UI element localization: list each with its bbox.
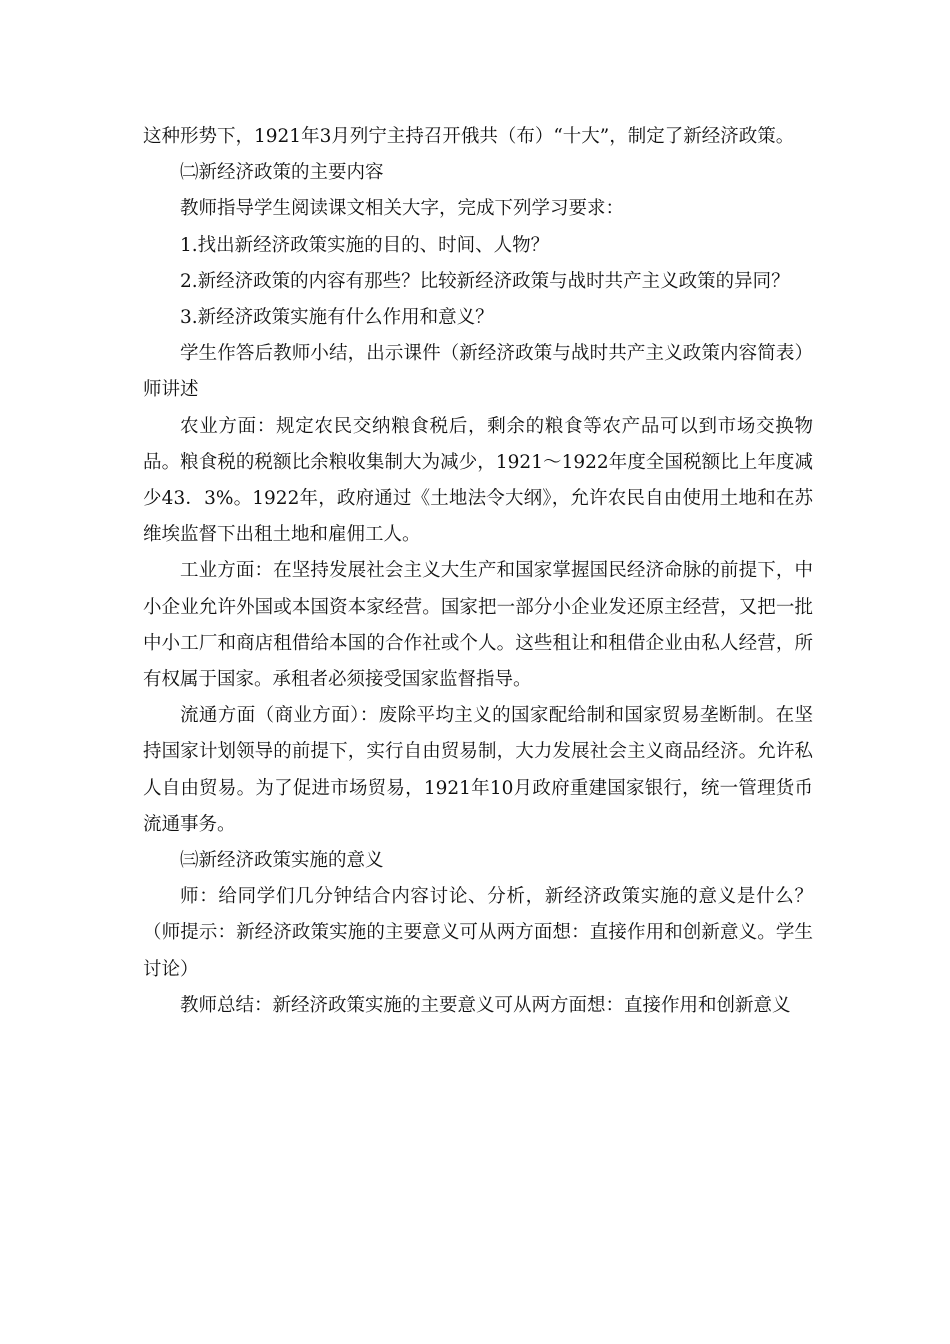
paragraph-intro-continuation: 这种形势下，1921年3月列宁主持召开俄共（布）“十大”，制定了新经济政策。 [143, 126, 795, 147]
paragraph-discussion-prompt: 师：给同学们几分钟结合内容讨论、分析，新经济政策实施的意义是什么？（师提示：新经济政策实施的主要意义可从两方面想：直接作用和创新意义。学生讨论） [143, 886, 813, 980]
paragraph-industry: 工业方面：在坚持发展社会主义大生产和国家掌握国民经济命脉的前提下，中小企业允许外国或本国资本家经营。国家把一部分小企业发还原主经营，又把一批中小工厂和商店租借给本国的合作社或个人。这些租让和租借企业由私人经营，所有权属于国家。承租者必须接受国家监督指导。 [143, 560, 813, 691]
question-item-2: 2.新经济政策的内容有那些？比较新经济政策与战时共产主义政策的异同？ [180, 270, 790, 292]
paragraph-teacher-guidance: 教师指导学生阅读课文相关大字，完成下列学习要求： [180, 198, 625, 220]
question-item-1: 1.找出新经济政策实施的目的、时间、人物？ [180, 234, 550, 256]
section-heading-significance: ㈢新经济政策实施的意义 [180, 850, 384, 872]
document-body [143, 119, 813, 1024]
section-heading-main-content: ㈡新经济政策的主要内容 [180, 162, 384, 184]
paragraph-circulation: 流通方面（商业方面）：废除平均主义的国家配给制和国家贸易垄断制。在坚持国家计划领导的前提下，实行自由贸易制，大力发展社会主义商品经济。允许私人自由贸易。为了促进市场贸易，1921年10月政府重建国家银行，统一管理货币流通事务。 [143, 705, 813, 835]
paragraph-teacher-conclusion: 教师总结：新经济政策实施的主要意义可从两方面想：直接作用和创新意义 [180, 994, 791, 1016]
paragraph-agriculture: 农业方面：规定农民交纳粮食税后，剩余的粮食等农产品可以到市场交换物品。粮食税的税额比余粮收集制大为减少，1921～1922年度全国税额比上年度减少43．3%。1922年，政府通过《土地法令大纲》，允许农民自由使用土地和在苏维埃监督下出租土地和雇佣工人。 [143, 415, 813, 546]
question-item-3: 3.新经济政策实施有什么作用和意义？ [180, 307, 494, 329]
paragraph-teacher-summary: 学生作答后教师小结，出示课件（新经济政策与战时共产主义政策内容简表）师讲述 [143, 343, 813, 401]
